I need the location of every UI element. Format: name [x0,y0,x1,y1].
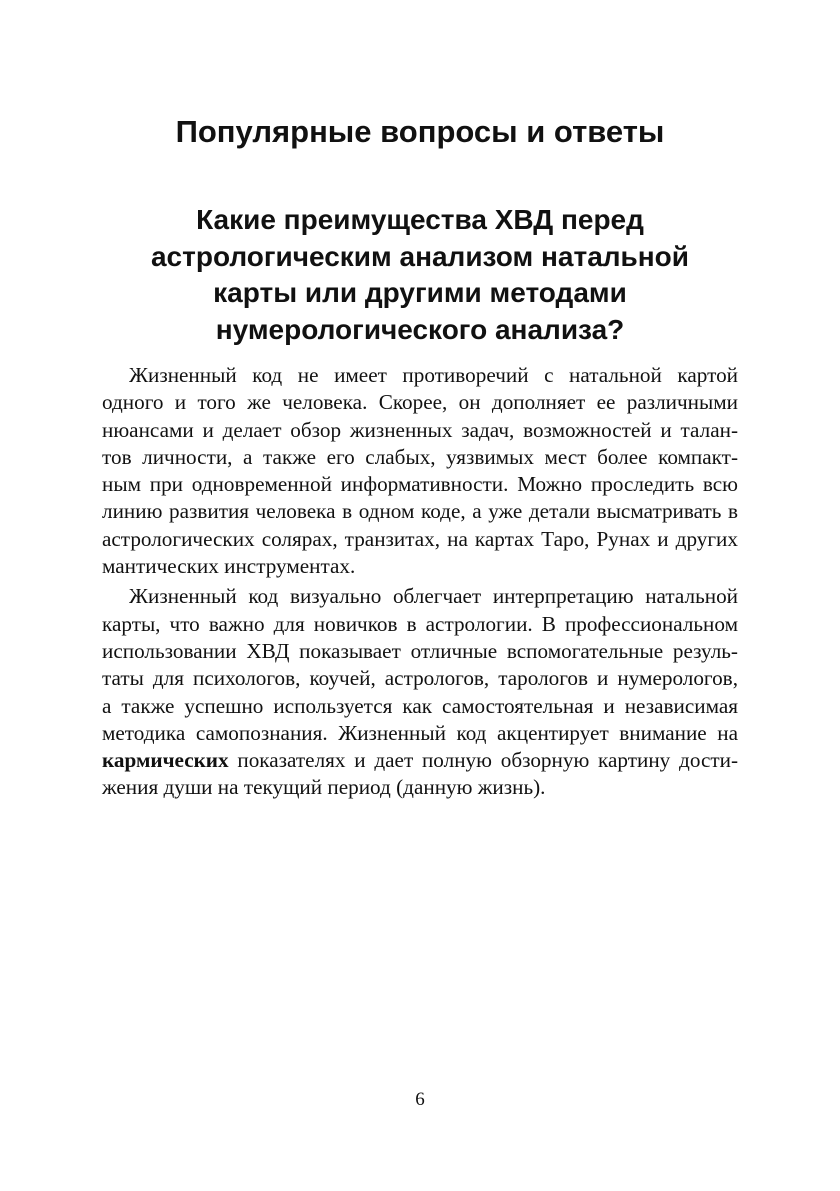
text-line: мантических инструментах. [102,554,356,579]
text-line: методика самопознания. Жизненный код акцентирует внимание на [102,720,738,745]
text-line: Жизненный код не имеет противоречий с натальной картой [129,363,738,387]
text-line: одного и того же человека. Скорее, он дополняет ее различными [102,390,738,415]
section-title: Популярные вопросы и ответы [175,114,665,149]
question-title-line: нумерологического анализа? [215,313,625,345]
text-line [102,747,738,774]
text-line: нюансами и делает обзор жизненных задач, возможностей и талан- [102,417,738,442]
text-line: ным при одновременной информативности. Можно проследить всю [102,472,738,497]
text-line: линию развития человека в одном коде, а уже детали высматривать в [102,499,738,524]
text-line: астрологических солярах, транзитах, на картах Таро, Рунах и других [102,526,738,551]
text-line: а также успешно используется как самостоятельная и независимая [102,693,738,718]
question-title [120,202,720,348]
text-line: жения души на текущий период (данную жизнь). [102,775,546,800]
text-line: тов личности, а также его слабых, уязвимых мест более компакт- [102,444,738,469]
question-title-line: астрологическим анализом натальной [150,240,689,272]
question-title-line: Какие преимущества ХВД перед [196,204,644,235]
text-line-rest: показателях и дает полную обзорную картину дости- [228,748,738,773]
text-line: использовании ХВД показывает отличные вспомогательные резуль- [102,638,738,663]
paragraph-1 [102,362,738,580]
question-title-line: карты или другими методами [213,277,627,308]
text-line: Жизненный код визуально облегчает интерпретацию натальной [129,584,738,609]
answer-text [102,362,738,805]
paragraph-2 [102,583,738,801]
bold-term: кармических [102,748,229,773]
text-line: таты для психологов, коучей, астрологов, тарологов и нумерологов, [102,666,738,691]
text-line: карты, что важно для новичков в астрологии. В профессиональном [102,611,738,636]
page-number: 6 [415,1089,425,1110]
